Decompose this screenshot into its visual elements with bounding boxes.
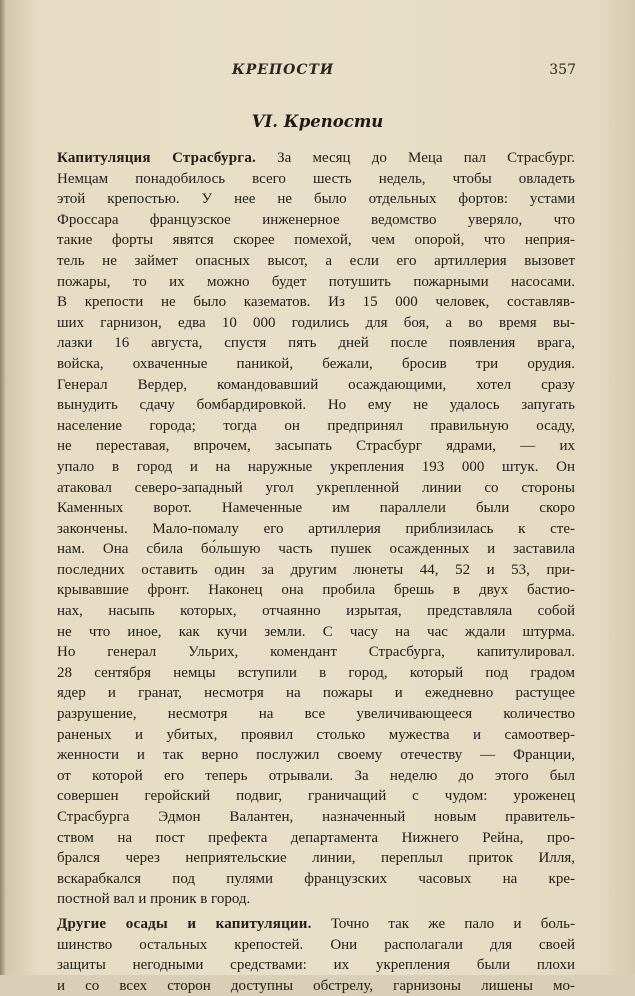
text-line: нам. Она сбила бо́льшую часть пушек осажденных и заставила	[57, 541, 575, 558]
paragraph-other-sieges	[57, 914, 575, 996]
text-line	[57, 148, 575, 169]
text-line: крывавшие фронт. Наконец она пробила брешь в двух бастио-	[57, 582, 575, 599]
text-line: последних оставить один за другим люнеты 44, 52 и 53, при-	[57, 561, 575, 578]
running-head	[56, 62, 576, 84]
text-line: от которой его теперь отрывали. За неделю до этого был	[57, 767, 575, 784]
text-line: закончены. Мало-помалу его артиллерия приблизилась к сте-	[57, 520, 575, 537]
text-line: вынудить сдачу бомбардировкой. Но ему не удалось запугать	[57, 397, 575, 414]
text-line: такие форты явятся скорее помехой, чем опорой, что неприя-	[57, 232, 575, 249]
text-line: брался через неприятельские линии, переплыл приток Илля,	[57, 850, 575, 867]
paragraph-lead: Другие осады и капитуляции.	[57, 915, 312, 932]
text-line: пожары, то их можно будет потушить пожарными насосами.	[57, 273, 575, 290]
text-line: женности и так верно послужил своему отечеству — Франции,	[57, 747, 575, 764]
body-text	[57, 148, 575, 996]
text-line: нах, насыпь которых, отчаянно изрытая, представляла собой	[57, 603, 575, 620]
text-line: Генерал Вердер, командовавший осаждающими, хотел сразу	[57, 376, 575, 393]
section-title: VI. Крепости	[251, 112, 384, 131]
text-line: не что иное, как кучи земли. С часу на час ждали штурма.	[57, 623, 575, 640]
text-line: атаковал северо-западный угол укрепленной линии со стороны	[57, 479, 575, 496]
text-line: ством на пост префекта департамента Нижнего Рейна, про-	[57, 829, 575, 846]
text-line: Немцам понадобилось всего шесть недель, чтобы овладеть	[57, 170, 575, 187]
line-text: За месяц до Меца пал Страсбург.	[255, 150, 575, 166]
text-line: защиты негодными средствами: их укрепления были плохи	[57, 957, 575, 974]
text-line: совершен геройский подвиг, граничащий с чудом: уроженец	[57, 788, 575, 805]
running-title: КРЕПОСТИ	[232, 62, 335, 78]
paragraph-strasbourg	[57, 148, 575, 910]
spine-shadow	[0, 0, 6, 975]
text-line: Фроссара французское инженерное ведомство уверяло, что	[57, 211, 575, 228]
paragraph-lead: Капитуляция Страсбурга.	[57, 150, 256, 166]
text-line: упало в город и на наружные укрепления 193 000 штук. Он	[57, 458, 575, 475]
text-line: лазки 16 августа, спустя пять дней после появления врага,	[57, 335, 575, 352]
text-line: этой крепостью. У нее не было отдельных фортов: устами	[57, 191, 575, 208]
text-line: вскарабкался под пулями французских часовых на кре-	[57, 870, 575, 887]
text-line: 28 сентября немцы вступили в город, который под градом	[57, 664, 575, 681]
line-text: Точно так же пало и боль-	[311, 915, 575, 932]
text-line: население города; тогда он предпринял правильную осаду,	[57, 417, 575, 434]
text-line: Каменных ворот. Намеченные им параллели были скоро	[57, 500, 575, 517]
text-line: войска, охваченные паникой, бежали, бросив три орудия.	[57, 355, 575, 372]
text-line: не переставая, впрочем, засыпать Страсбург ядрами, — их	[57, 438, 575, 455]
text-line: и со всех сторон доступны обстрелу, гарнизоны лишены мо-	[57, 977, 575, 994]
text-line: раненых и убитых, проявил столько мужества и самоотвер-	[57, 726, 575, 743]
text-line: Страсбурга Эдмон Валантен, назначенный новым правитель-	[57, 809, 575, 825]
text-line: ядер и гранат, несмотря на пожары и ежедневно растущее	[57, 685, 575, 702]
text-line: шинство остальных крепостей. Они располагали для своей	[57, 936, 575, 953]
text-line: ших гарнизон, едва 10 000 годились для боя, а во время вы-	[57, 314, 575, 331]
text-line	[57, 914, 575, 935]
text-line: тель не займет опасных высот, а если его артиллерия вызовет	[57, 252, 575, 269]
page-number: 357	[549, 62, 576, 78]
text-line: разрушение, несмотря на все увеличивающееся количество	[57, 706, 575, 723]
text-line: Но генерал Ульрих, комендант Страсбурга, капитулировал.	[57, 644, 575, 661]
text-line: В крепости не было казематов. Из 15 000 человек, составляв-	[57, 294, 575, 311]
text-line: постной вал и проник в город.	[57, 891, 251, 908]
